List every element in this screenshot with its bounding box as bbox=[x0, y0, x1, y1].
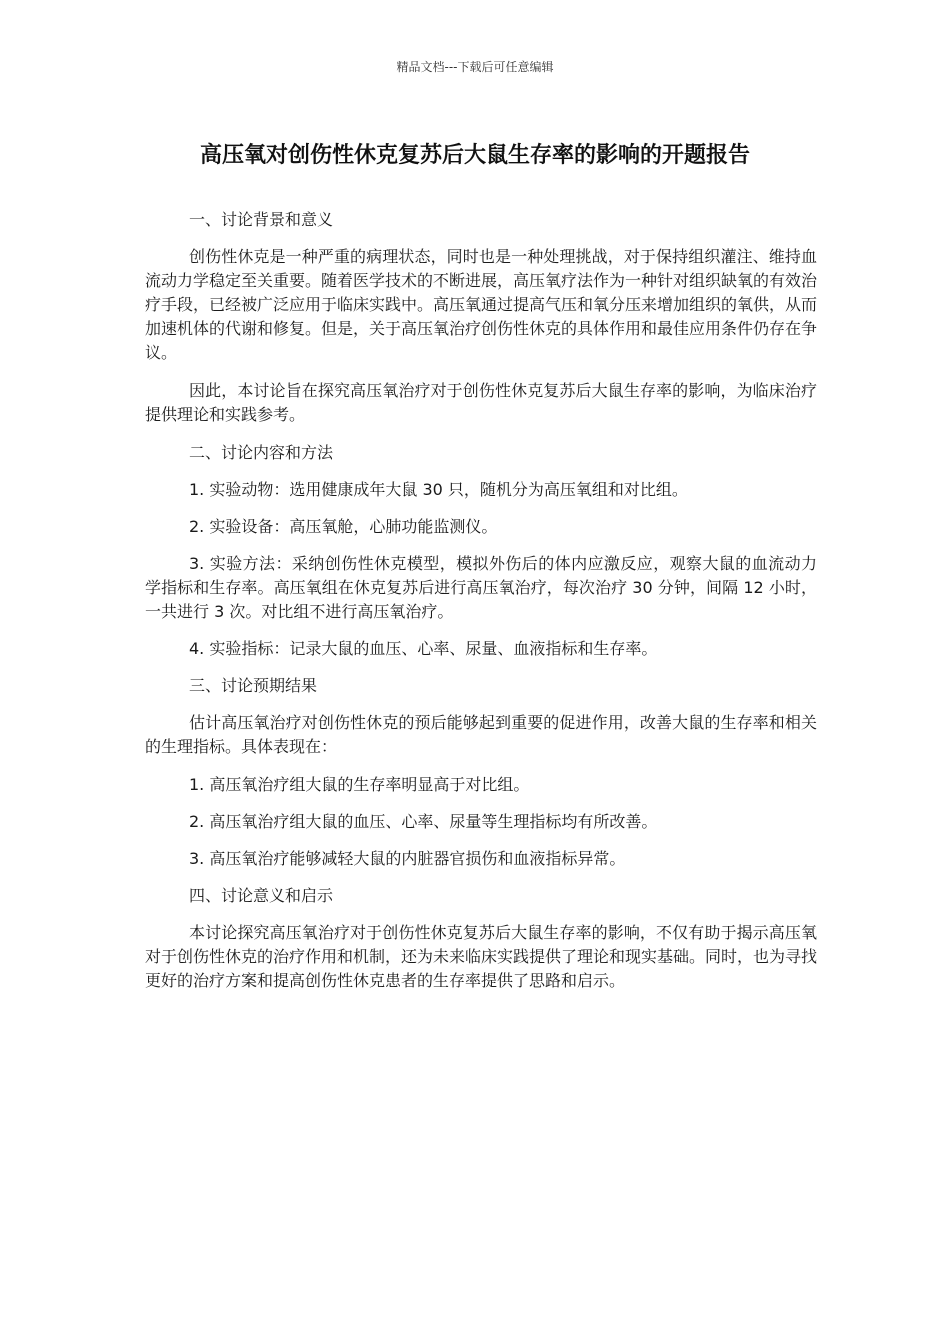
paragraph-significance: 本讨论探究高压氧治疗对于创伤性休克复苏后大鼠生存率的影响，不仅有助于揭示高压氧对于创伤性休克的治疗作用和机制，还为未来临床实践提供了理论和现实基础。同时，也为寻找更好的治疗方案和提高创伤性休克患者的生存率提供了思路和启示。 bbox=[145, 923, 818, 990]
section-heading-expected-results: 三、讨论预期结果 bbox=[189, 676, 318, 695]
paragraph-expected-results: 估计高压氧治疗对创伤性休克的预后能够起到重要的促进作用，改善大鼠的生存率和相关的生理指标。具体表现在： bbox=[145, 713, 817, 756]
section-heading-methods: 二、讨论内容和方法 bbox=[189, 443, 334, 462]
method-item-equipment: 2. 实验设备：高压氧舱，心肺功能监测仪。 bbox=[189, 517, 498, 536]
result-item-survival: 1. 高压氧治疗组大鼠的生存率明显高于对比组。 bbox=[189, 775, 530, 794]
method-item-procedure: 3. 实验方法：采纳创伤性休克模型，模拟外伤后的体内应激反应，观察大鼠的血流动力学指标和生存率。高压氧组在休克复苏后进行高压氧治疗，每次治疗 30 分钟，间隔 12 小时，一共进行 3 次。对比组不进行高压氧治疗。 bbox=[145, 554, 817, 621]
document-body bbox=[145, 208, 817, 1007]
method-item-indicators: 4. 实验指标：记录大鼠的血压、心率、尿量、血液指标和生存率。 bbox=[189, 639, 658, 658]
method-item-animals: 1. 实验动物：选用健康成年大鼠 30 只，随机分为高压氧组和对比组。 bbox=[189, 480, 688, 499]
section-heading-significance: 四、讨论意义和启示 bbox=[189, 886, 334, 905]
running-header: 精品文档---下载后可任意编辑 bbox=[396, 60, 554, 74]
document-title: 高压氧对创伤性休克复苏后大鼠生存率的影响的开题报告 bbox=[199, 143, 750, 168]
result-item-organ-damage: 3. 高压氧治疗能够减轻大鼠的内脏器官损伤和血液指标异常。 bbox=[189, 849, 626, 868]
section-heading-background: 一、讨论背景和意义 bbox=[189, 210, 334, 229]
result-item-physiology: 2. 高压氧治疗组大鼠的血压、心率、尿量等生理指标均有所改善。 bbox=[189, 812, 658, 831]
paragraph-background: 创伤性休克是一种严重的病理状态，同时也是一种处理挑战，对于保持组织灌注、维持血流动力学稳定至关重要。随着医学技术的不断进展，高压氧疗法作为一种针对组织缺氧的有效治疗手段，已经被广泛应用于临床实践中。高压氧通过提高气压和氧分压来增加组织的氧供，从而加速机体的代谢和修复。但是，关于高压氧治疗创伤性休克的具体作用和最佳应用条件仍存在争议。 bbox=[145, 247, 818, 362]
paragraph-purpose: 因此，本讨论旨在探究高压氧治疗对于创伤性休克复苏后大鼠生存率的影响，为临床治疗提供理论和实践参考。 bbox=[145, 381, 817, 424]
